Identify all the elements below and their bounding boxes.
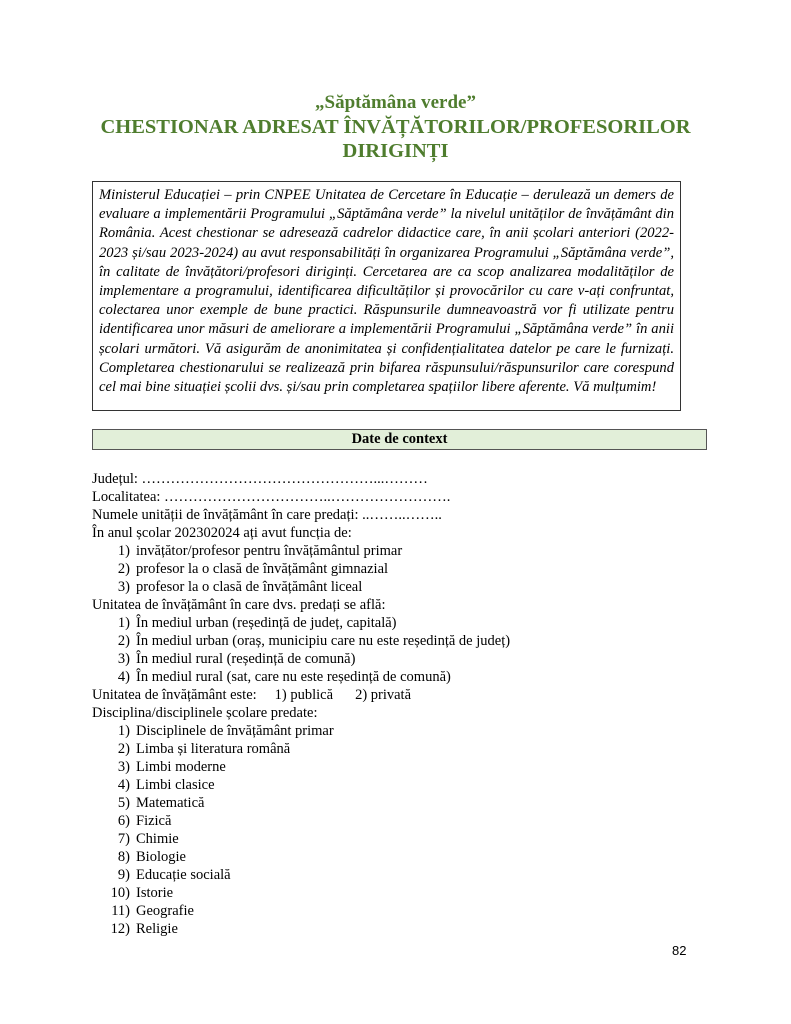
mediu-question: Unitatea de învățământ în care dvs. predați se află: [92,597,386,613]
tip-unitate-row [92,686,712,704]
discipline-option[interactable] [92,848,712,866]
option-number: 3) [117,651,130,667]
title-line-1: CHESTIONAR ADRESAT ÎNVĂȚĂTORILOR/PROFESORILOR [100,116,691,138]
judet-field[interactable]: Județul: …………………………………………...……… [92,471,428,487]
option-label: Religie [136,921,178,937]
option-number: 10) [110,885,130,901]
option-label: Limbi clasice [136,777,215,793]
option-label: Limba și literatura română [136,741,291,757]
context-form [92,470,712,938]
discipline-option[interactable] [92,884,712,902]
option-number: 2) [117,741,130,757]
option-label: Biologie [136,849,186,865]
discipline-option[interactable] [92,830,712,848]
discipline-option[interactable] [92,722,712,740]
page-number: 82 [672,943,687,958]
functie-option[interactable] [92,542,712,560]
questionnaire-title [0,115,791,163]
mediu-option[interactable] [92,650,712,668]
questionnaire-subtitle: „Săptămâna verde” [315,92,476,113]
tip-unitate-question: Unitatea de învățământ este: [92,687,257,703]
discipline-option[interactable] [92,740,712,758]
option-number: 1) [117,723,130,739]
option-number: 1) [117,543,130,559]
title-line-2: DIRIGINȚI [342,140,449,162]
context-section-heading: Date de context [92,429,707,450]
option-label: Limbi moderne [136,759,226,775]
option-number: 7) [117,831,130,847]
discipline-option[interactable] [92,812,712,830]
option-label: profesor la o clasă de învățământ liceal [136,579,363,595]
option-label: Matematică [136,795,205,811]
option-label: invățător/profesor pentru învățământul primar [136,543,403,559]
discipline-option[interactable] [92,920,712,938]
option-label: Chimie [136,831,179,847]
option-label: În mediul rural (sat, care nu este reședință de comună) [136,669,451,685]
intro-text: Ministerul Educației – prin CNPEE Unitatea de Cercetare în Educație – derulează un demers de evaluare a implementării Programului „Săptămâna verde” la nivelul unităților de învățământ din România. Acest chestionar se adresează cadrelor didactice care, în anii școlari anteriori (2022-2023 și/sau 2023-2024) au avut responsabilități în organizarea Programului „Săptămâna verde”, în calitate de învățători/profesori diriginți. Cercetarea are ca scop analizarea modalităților de implementare a programului, identificarea dificultăților și provocărilor cu care v-ați confruntat, colectarea unor exemple de bune practici. Răspunsurile dumneavoastră vor fi utilizate pentru identificarea unor măsuri de ameliorare a implementării Programului „Săptămâna verde” în anii școlari următori. Vă asigurăm de anonimitatea și confidențialitatea datelor pe care le furnizați. Completarea chestionarului se realizează prin bifarea răspunsului/răspunsurilor care corespund cel mai bine situației școlii dvs. și/sau prin completarea spațiilor libere aferente. Vă mulțumim! [99,187,674,396]
mediu-option[interactable] [92,668,712,686]
option-label: În mediul urban (reședință de județ, capitală) [136,615,397,631]
discipline-question: Disciplina/disciplinele școlare predate: [92,705,318,721]
intro-box [92,181,681,411]
discipline-option[interactable] [92,902,712,920]
mediu-option[interactable] [92,614,712,632]
option-label: Istorie [136,885,174,901]
option-number: 9) [117,867,130,883]
option-number: 4) [117,777,130,793]
tip-unitate-option-publica[interactable]: 1) publică [274,687,334,703]
option-number: 2) [117,561,130,577]
mediu-option[interactable] [92,632,712,650]
option-number: 4) [117,669,130,685]
option-number: 12) [110,921,130,937]
option-number: 3) [117,579,130,595]
option-number: 5) [117,795,130,811]
option-label: În mediul urban (oraș, municipiu care nu este reședință de județ) [136,633,511,649]
functie-question: În anul școlar 202302024 ați avut funcția de: [92,525,352,541]
discipline-option[interactable] [92,866,712,884]
discipline-option[interactable] [92,758,712,776]
option-number: 3) [117,759,130,775]
option-label: În mediul rural (reședință de comună) [136,651,356,667]
tip-unitate-option-privata[interactable]: 2) privată [355,687,412,703]
functie-option[interactable] [92,560,712,578]
option-number: 2) [117,633,130,649]
option-label: Educație socială [136,867,231,883]
option-label: profesor la o clasă de învățământ gimnazial [136,561,389,577]
option-number: 1) [117,615,130,631]
discipline-option[interactable] [92,776,712,794]
option-number: 11) [111,903,130,919]
option-number: 6) [117,813,130,829]
discipline-option[interactable] [92,794,712,812]
option-label: Fizică [136,813,172,829]
unitate-field[interactable]: Numele unității de învățământ în care predați: ..……..…….. [92,507,442,523]
option-number: 8) [117,849,130,865]
option-label: Geografie [136,903,194,919]
functie-option[interactable] [92,578,712,596]
option-label: Disciplinele de învățământ primar [136,723,334,739]
localitate-field[interactable]: Localitatea: ……………………………..……………………. [92,489,451,505]
